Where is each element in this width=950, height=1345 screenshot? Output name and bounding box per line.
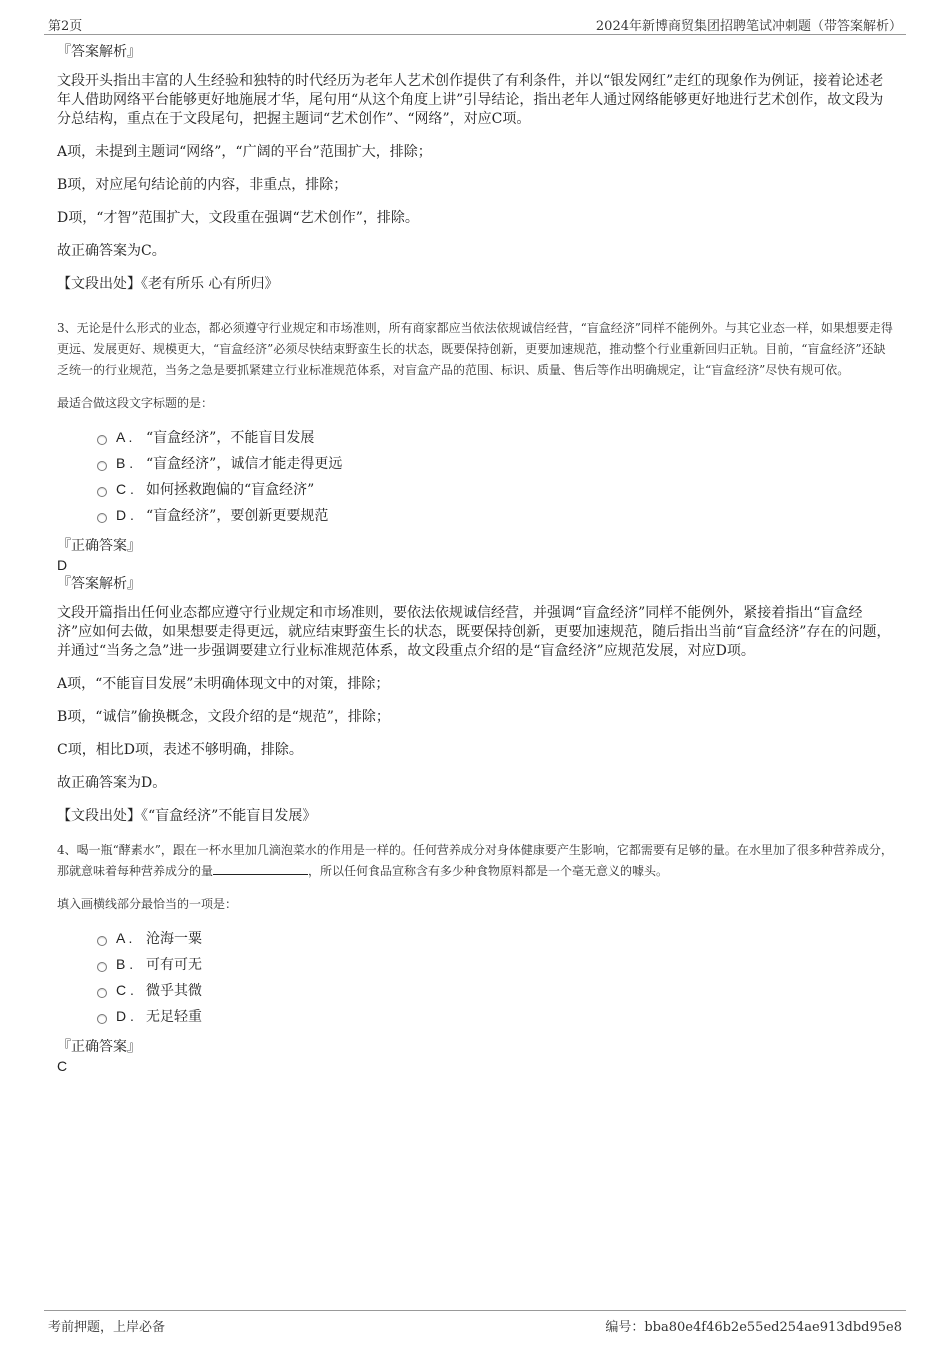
option-d-explanation: D项，“才智”范围扩大，文段重在强调“艺术创作”，排除。 <box>57 210 419 226</box>
question-4-prompt: 填入画横线部分最恰当的一项是： <box>57 897 238 911</box>
option-c[interactable] <box>97 476 897 502</box>
analysis-text: 文段开头指出丰富的人生经验和独特的时代经历为老年人艺术创作提供了有利条件，并以“银发网红”走红的现象作为例证，接着论述老年人借助网络平台能够更好地施展才华，尾句用“从这个角度上讲”引导结论，指出老年人通过网络能够更好地进行艺术创作，故文段为分总结构，重点在于文段尾句，把握主题词“艺术创作”、“网络”，对应C项。 <box>57 73 884 127</box>
document-title: 2024年新博商贸集团招聘笔试冲刺题（带答案解析） <box>595 19 902 34</box>
option-letter: C . <box>116 982 134 998</box>
question-4-stem <box>57 840 897 882</box>
option-text: “盲盒经济”，不能盲目发展 <box>146 430 315 446</box>
option-text: 微乎其微 <box>146 983 202 999</box>
footer-slogan: 考前押题，上岸必备 <box>48 1320 166 1335</box>
option-a-explanation: A项，“不能盲目发展”未明确体现文中的对策，排除； <box>57 676 390 692</box>
option-letter: C . <box>116 481 134 497</box>
option-letter: B . <box>116 956 134 972</box>
option-d[interactable] <box>97 1003 897 1029</box>
option-a[interactable] <box>97 925 897 951</box>
option-a[interactable] <box>97 424 897 450</box>
answer-conclusion: 故正确答案为C。 <box>57 243 166 259</box>
stem-part-after: ，所以任何食品宣称含有多少种食物原料都是一个毫无意义的噱头。 <box>308 864 669 878</box>
option-a-explanation: A项，未提到主题词“网络”，“广阔的平台”范围扩大，排除； <box>57 144 432 160</box>
question-3-options <box>97 424 897 528</box>
option-b[interactable] <box>97 450 897 476</box>
option-text: “盲盒经济”，要创新更要规范 <box>146 508 329 524</box>
correct-answer-label: 『正确答案』 <box>57 538 141 554</box>
radio-button-icon[interactable] <box>97 1014 107 1024</box>
radio-button-icon[interactable] <box>97 988 107 998</box>
analysis-label: 『答案解析』 <box>57 576 141 592</box>
correct-answer-value: D <box>57 557 68 573</box>
page-content <box>57 42 897 1075</box>
option-text: 如何拯救跑偏的“盲盒经济” <box>146 482 315 498</box>
option-text: 无足轻重 <box>146 1009 202 1025</box>
question-4-options <box>97 925 897 1029</box>
option-letter: B . <box>116 455 134 471</box>
analysis-text: 文段开篇指出任何业态都应遵守行业规定和市场准则，要依法依规诚信经营，并强调“盲盒经济”同样不能例外，紧接着指出“盲盒经济”应如何去做，如果想要走得更远，就应结束野蛮生长的状态，既要保持创新，更要加速规范，随后指出当前“盲盒经济”存在的问题，并通过“当务之急”进一步强调要建立行业标准规范体系，故文段重点介绍的是“盲盒经济”应规范发展，对应D项。 <box>57 605 891 659</box>
radio-button-icon[interactable] <box>97 461 107 471</box>
radio-button-icon[interactable] <box>97 962 107 972</box>
source-citation: 【文段出处】《“盲盒经济”不能盲目发展》 <box>57 808 317 824</box>
option-text: 沧海一粟 <box>146 931 202 947</box>
source-citation: 【文段出处】《老有所乐 心有所归》 <box>57 276 279 292</box>
question-3-stem: 3、无论是什么形式的业态，都必须遵守行业规定和市场准则，所有商家都应当依法依规诚信经营，“盲盒经济”同样不能例外。与其它业态一样，如果想要走得更远、发展更好、规模更大，“盲盒经济”必须尽快结束野蛮生长的状态，既要保持创新，更要加速规范，推动整个行业重新回归正轨。目前，“盲盒经济”还缺乏统一的行业规范，当务之急是要抓紧建立行业标准规范体系，对盲盒产品的范围、标识、质量、售后等作出明确规定，让“盲盒经济”尽快有规可依。 <box>57 321 893 377</box>
option-b[interactable] <box>97 951 897 977</box>
option-text: “盲盒经济”，诚信才能走得更远 <box>146 456 343 472</box>
question-3-prompt: 最适合做这段文字标题的是： <box>57 396 214 410</box>
option-letter: A . <box>116 429 133 445</box>
option-c-explanation: C项，相比D项，表述不够明确，排除。 <box>57 742 303 758</box>
correct-answer-label: 『正确答案』 <box>57 1039 141 1055</box>
document-code: 编号：bba80e4f46b2e55ed254ae913dbd95e8 <box>605 1320 902 1335</box>
option-letter: D . <box>116 1008 134 1024</box>
option-letter: A . <box>116 930 133 946</box>
radio-button-icon[interactable] <box>97 513 107 523</box>
option-letter: D . <box>116 507 134 523</box>
option-b-explanation: B项，“诚信”偷换概念，文段介绍的是“规范”，排除； <box>57 709 390 725</box>
option-b-explanation: B项，对应尾句结论前的内容，非重点，排除； <box>57 177 348 193</box>
radio-button-icon[interactable] <box>97 487 107 497</box>
correct-answer-value: C <box>57 1058 68 1074</box>
radio-button-icon[interactable] <box>97 936 107 946</box>
page-header <box>44 12 906 35</box>
answer-conclusion: 故正确答案为D。 <box>57 775 167 791</box>
page-number: 第2页 <box>48 19 83 34</box>
fill-blank-line <box>213 862 308 875</box>
analysis-label: 『答案解析』 <box>57 44 141 60</box>
stem-part-before: 4、喝一瓶“酵素水”，跟在一杯水里加几滴泡菜水的作用是一样的。任何营养成分对身体健康要产生影响，它都需要有足够的量。在水里加了很多种营养成分，那就意味着每种营养成分的量 <box>57 843 893 878</box>
option-c[interactable] <box>97 977 897 1003</box>
radio-button-icon[interactable] <box>97 435 107 445</box>
option-text: 可有可无 <box>146 957 202 973</box>
page-footer <box>44 1310 906 1335</box>
option-d[interactable] <box>97 502 897 528</box>
